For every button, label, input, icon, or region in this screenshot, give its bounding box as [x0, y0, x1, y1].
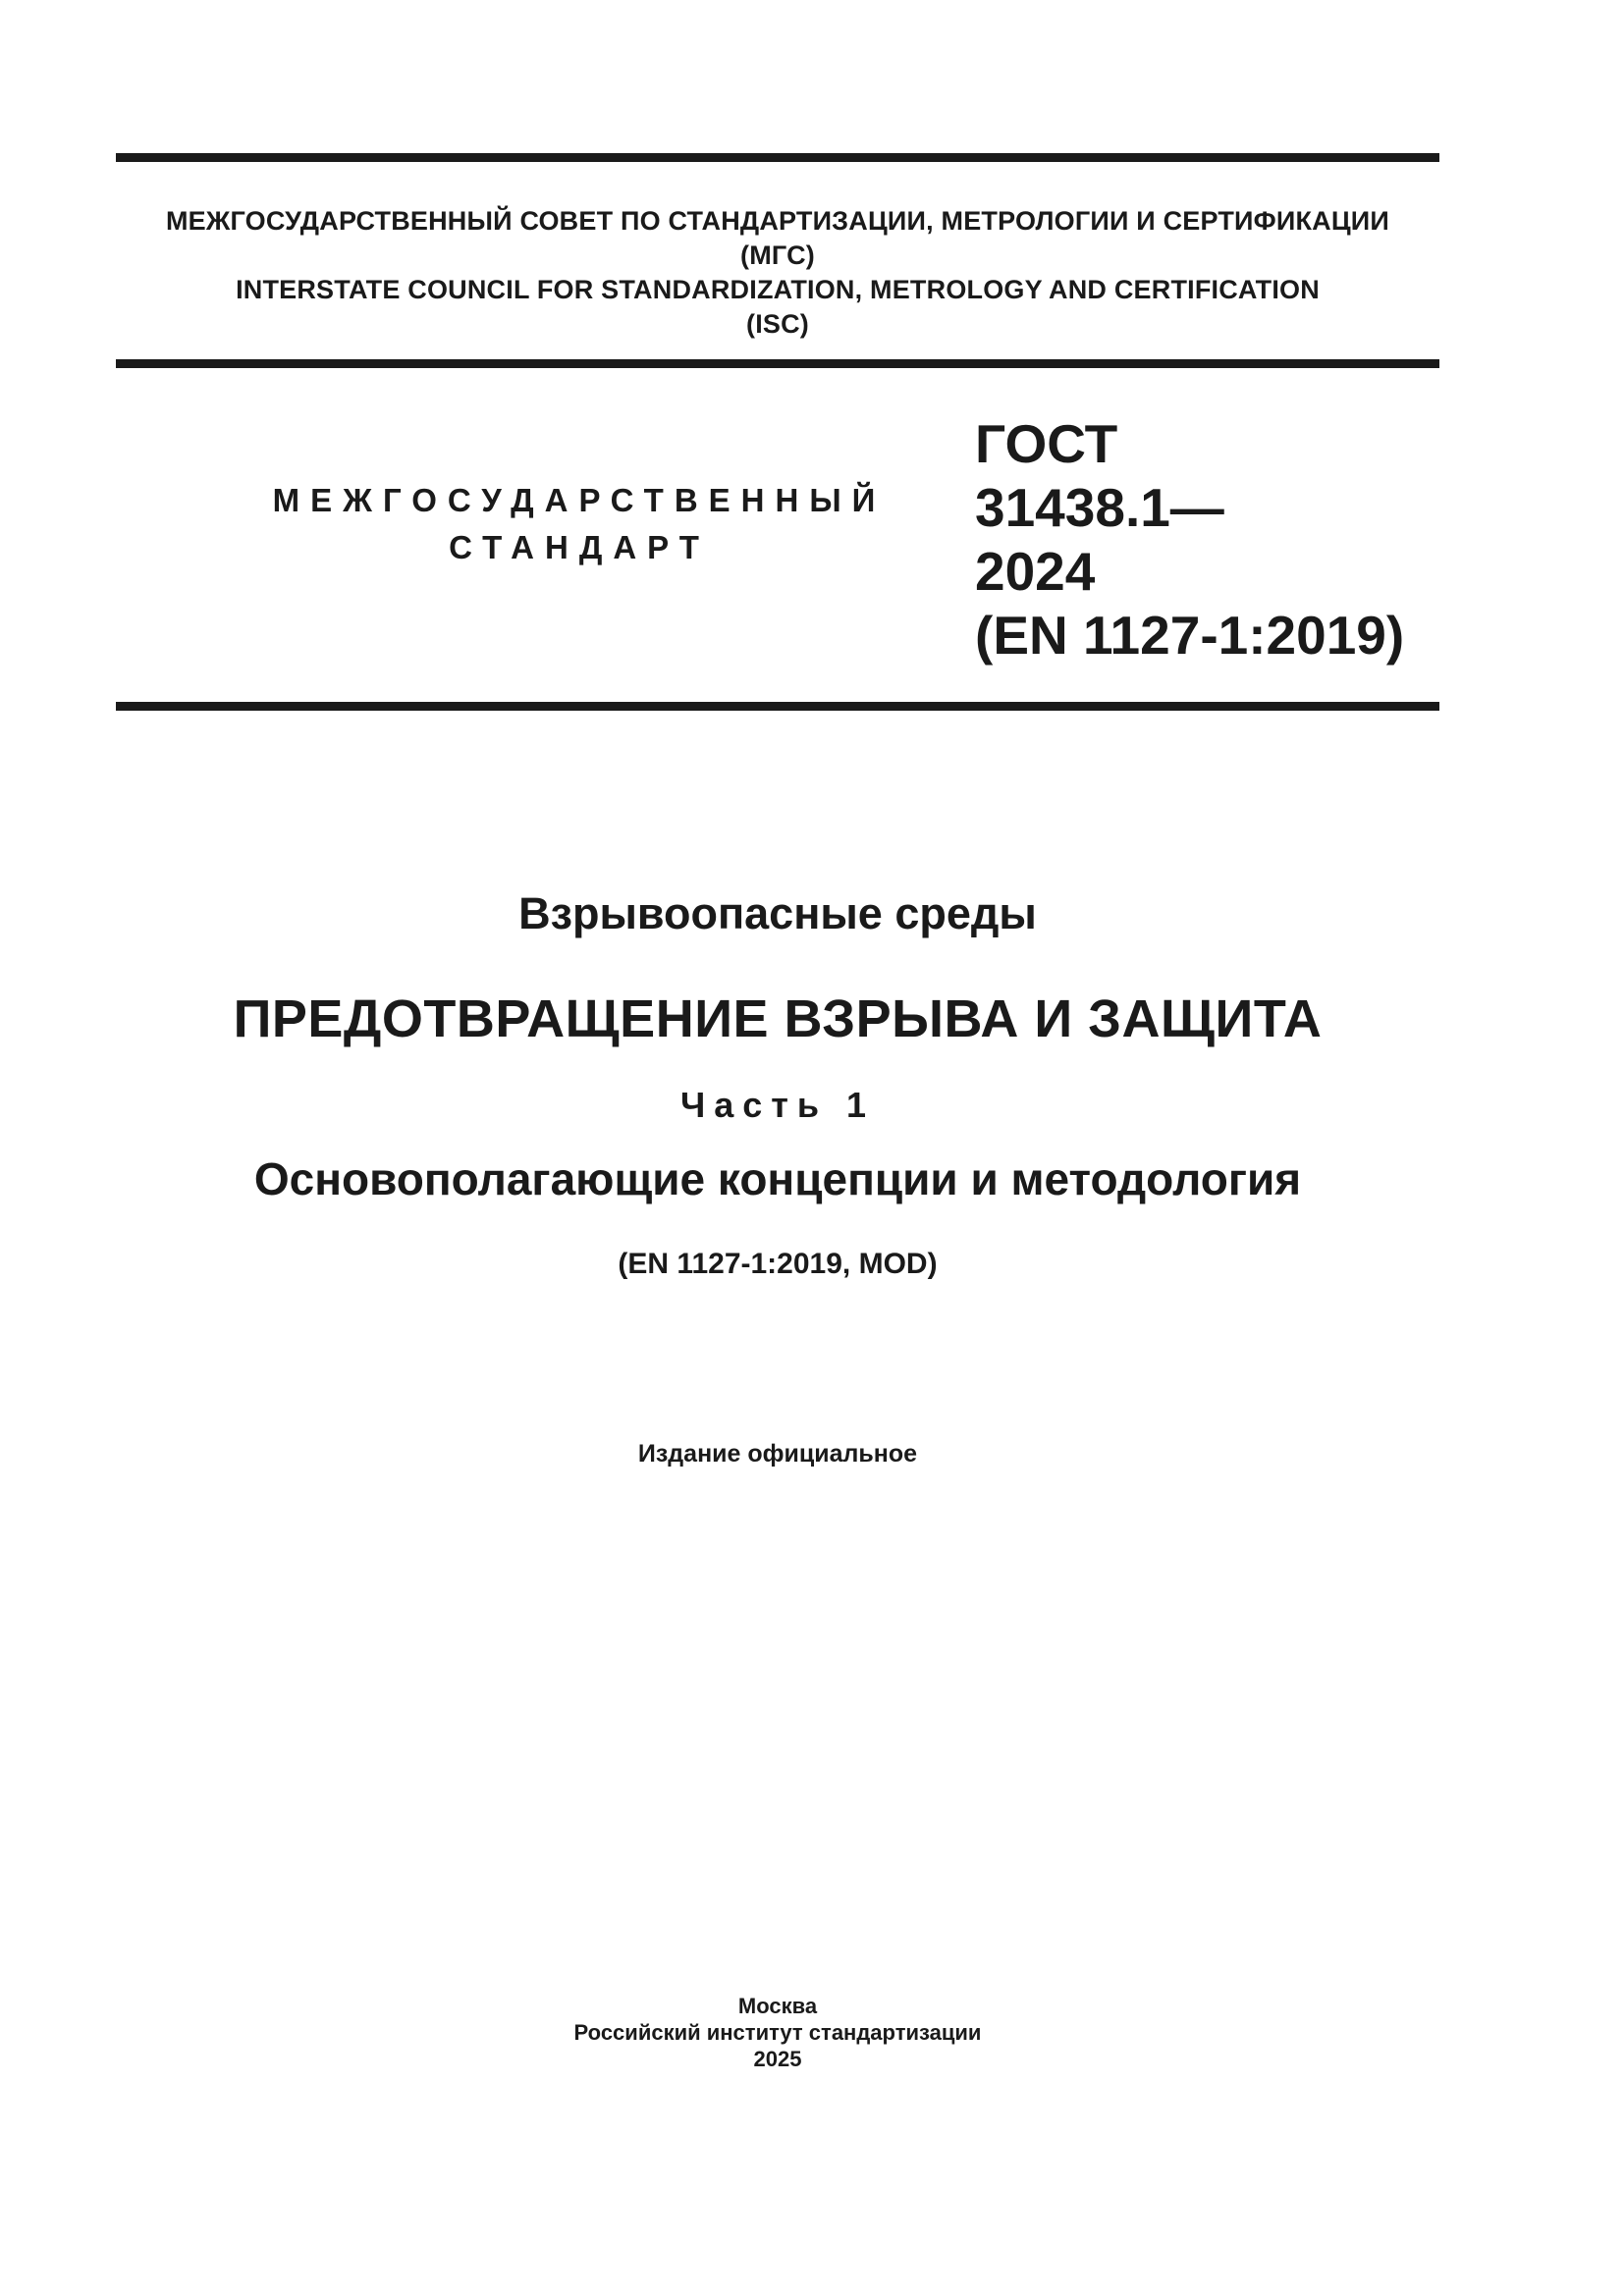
top-divider: [116, 153, 1439, 162]
document-part-label: Часть 1: [679, 1085, 876, 1125]
council-abbr-ru: (МГС): [740, 240, 815, 270]
council-abbr-en: (ISC): [746, 309, 809, 339]
middle-divider: [116, 359, 1439, 368]
gost-line-2: 31438.1—: [975, 477, 1224, 538]
publisher-footer: [116, 1993, 1439, 2072]
document-area-title: Взрывоопасные среды: [518, 888, 1037, 938]
gost-designation: [975, 412, 1404, 667]
bottom-divider: [116, 702, 1439, 711]
standard-type-label: [245, 477, 913, 571]
council-name-en: INTERSTATE COUNCIL FOR STANDARDIZATION, METROLOGY AND CERTIFICATION: [236, 275, 1320, 304]
gost-line-1: ГОСТ: [975, 413, 1118, 474]
gost-line-4: (EN 1127-1:2019): [975, 605, 1405, 666]
publisher-name: Российский институт стандартизации: [573, 2020, 982, 2045]
publisher-city: Москва: [737, 1994, 818, 2018]
publication-year: 2025: [753, 2047, 802, 2071]
document-reference: (EN 1127-1:2019, MOD): [618, 1248, 938, 1280]
standard-type-line1: МЕЖГОСУДАРСТВЕННЫЙ: [272, 482, 887, 518]
document-main-title: ПРЕДОТВРАЩЕНИЕ ВЗРЫВА И ЗАЩИТА: [233, 989, 1323, 1048]
council-header: [116, 204, 1439, 342]
council-name-ru: МЕЖГОСУДАРСТВЕННЫЙ СОВЕТ ПО СТАНДАРТИЗАЦИИ, МЕТРОЛОГИИ И СЕРТИФИКАЦИИ: [165, 206, 1390, 236]
gost-line-3: 2024: [975, 541, 1096, 602]
document-subtitle: Основополагающие концепции и методология: [253, 1153, 1302, 1204]
standard-type-line2: СТАНДАРТ: [449, 529, 710, 565]
edition-note: Издание официальное: [637, 1440, 918, 1468]
